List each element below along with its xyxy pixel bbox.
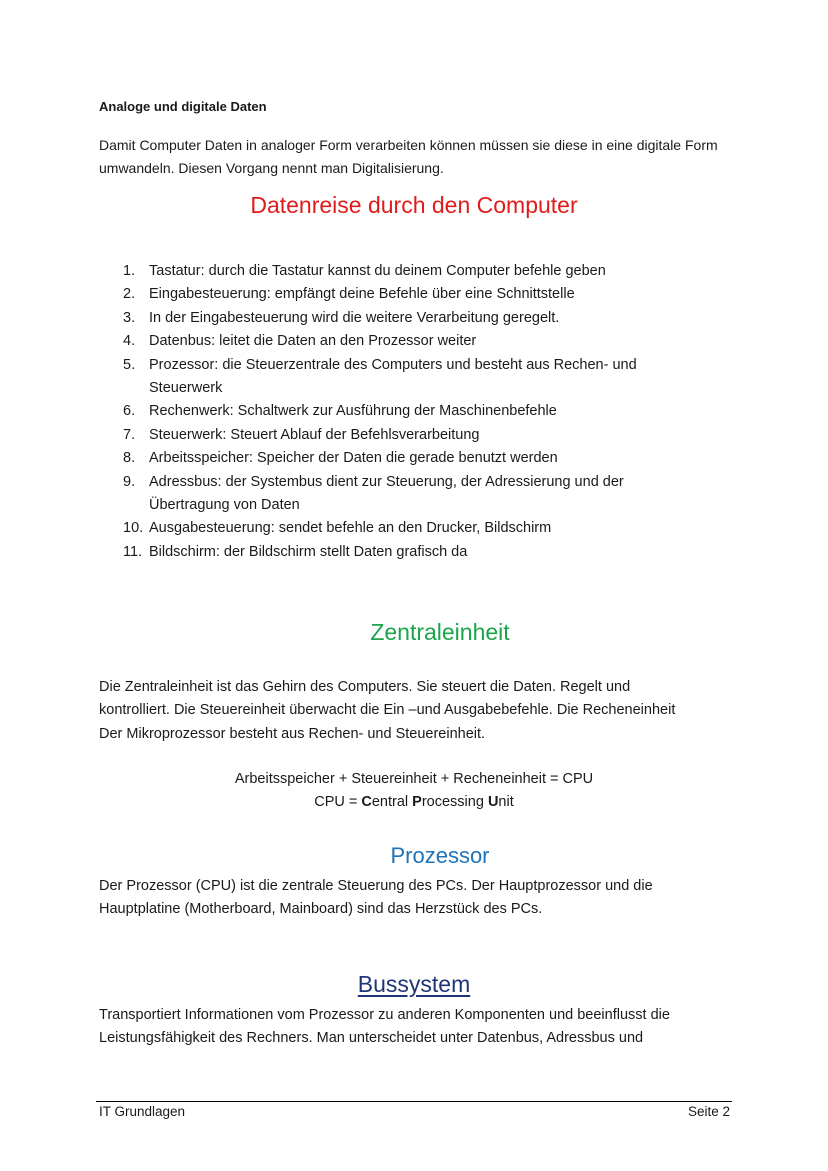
datenreise-step <box>99 424 699 447</box>
cpu-formula: Arbeitsspeicher + Steuereinheit + Recheneinheit = CPU <box>234 771 594 787</box>
zentraleinheit-heading: Zentraleinheit <box>370 619 510 645</box>
step-number: 3. <box>123 309 136 326</box>
bussystem-paragraph <box>99 1004 739 1051</box>
step-number: 11. <box>123 543 143 560</box>
zentraleinheit-line: Die Zentraleinheit ist das Gehirn des Computers. Sie steuert die Daten. Regelt und <box>99 679 631 695</box>
datenreise-step <box>99 330 699 353</box>
step-number: 4. <box>123 333 136 350</box>
footer-page-number: Seite 2 <box>687 1104 730 1119</box>
bussystem-line: Transportiert Informationen vom Prozessor zu anderen Komponenten und beeinflusst die <box>99 1007 670 1023</box>
step-text: Arbeitsspeicher: Speicher der Daten die gerade benutzt werden <box>149 450 558 467</box>
step-text: Steuerwerk <box>149 380 223 397</box>
prozessor-line: Der Prozessor (CPU) ist die zentrale Steuerung des PCs. Der Hauptprozessor und die <box>99 878 653 894</box>
intro-line: umwandeln. Diesen Vorgang nennt man Digitalisierung. <box>99 160 444 176</box>
intro-line: Damit Computer Daten in analoger Form verarbeiten können müssen sie diese in eine digitale Form <box>99 137 718 153</box>
step-number: 9. <box>123 473 136 490</box>
step-text: Prozessor: die Steuerzentrale des Computers und besteht aus Rechen- und <box>149 356 637 373</box>
step-text: Adressbus: der Systembus dient zur Steuerung, der Adressierung und der <box>149 473 624 490</box>
step-text: Bildschirm: der Bildschirm stellt Daten grafisch da <box>149 543 468 560</box>
step-text: Steuerwerk: Steuert Ablauf der Befehlsverarbeitung <box>149 426 480 443</box>
intro-heading: Analoge und digitale Daten <box>99 99 267 114</box>
step-number: 1. <box>123 263 136 279</box>
step-text: Tastatur: durch die Tastatur kannst du deinem Computer befehle geben <box>149 263 606 279</box>
datenreise-step <box>99 541 699 564</box>
step-number: 5. <box>123 356 136 373</box>
footer-title: IT Grundlagen <box>99 1104 186 1119</box>
zentraleinheit-line: kontrolliert. Die Steuereinheit überwacht die Ein –und Ausgabebefehle. Die Recheneinheit <box>99 702 676 719</box>
step-number: 7. <box>123 426 136 443</box>
step-text: Ausgabesteuerung: sendet befehle an den Drucker, Bildschirm <box>149 520 552 537</box>
intro-paragraph <box>99 134 739 180</box>
datenreise-step <box>99 471 699 518</box>
footer-divider <box>96 1101 732 1102</box>
zentraleinheit-paragraph <box>99 676 739 746</box>
datenreise-heading: Datenreise durch den Computer <box>250 192 578 218</box>
datenreise-step <box>99 447 699 470</box>
step-text: Übertragung von Daten <box>149 497 300 514</box>
cpu-formula-block <box>0 768 828 815</box>
step-text: Rechenwerk: Schaltwerk zur Ausführung der Maschinenbefehle <box>149 403 557 420</box>
prozessor-heading: Prozessor <box>390 843 490 868</box>
datenreise-step <box>99 354 699 401</box>
step-number: 6. <box>123 403 136 420</box>
step-number: 8. <box>123 450 136 467</box>
cpu-definition: CPU = Central Processing Unit <box>314 794 514 811</box>
datenreise-step <box>99 283 699 306</box>
step-number: 2. <box>123 286 136 303</box>
step-text: In der Eingabesteuerung wird die weitere Verarbeitung geregelt. <box>149 309 560 326</box>
step-number: 10. <box>123 520 144 537</box>
datenreise-list <box>99 260 699 564</box>
prozessor-paragraph <box>99 875 739 922</box>
datenreise-step <box>99 307 699 330</box>
step-text: Datenbus: leitet die Daten an den Prozessor weiter <box>149 333 477 350</box>
bussystem-line: Leistungsfähigkeit des Rechners. Man unterscheidet unter Datenbus, Adressbus und <box>99 1030 644 1047</box>
step-text: Eingabesteuerung: empfängt deine Befehle über eine Schnittstelle <box>149 286 575 303</box>
datenreise-step <box>99 260 699 283</box>
datenreise-step <box>99 400 699 423</box>
prozessor-line: Hauptplatine (Motherboard, Mainboard) sind das Herzstück des PCs. <box>99 901 543 918</box>
bussystem-heading: Bussystem <box>357 971 471 997</box>
datenreise-step <box>99 517 699 540</box>
zentraleinheit-line: Der Mikroprozessor besteht aus Rechen- und Steuereinheit. <box>99 725 486 742</box>
